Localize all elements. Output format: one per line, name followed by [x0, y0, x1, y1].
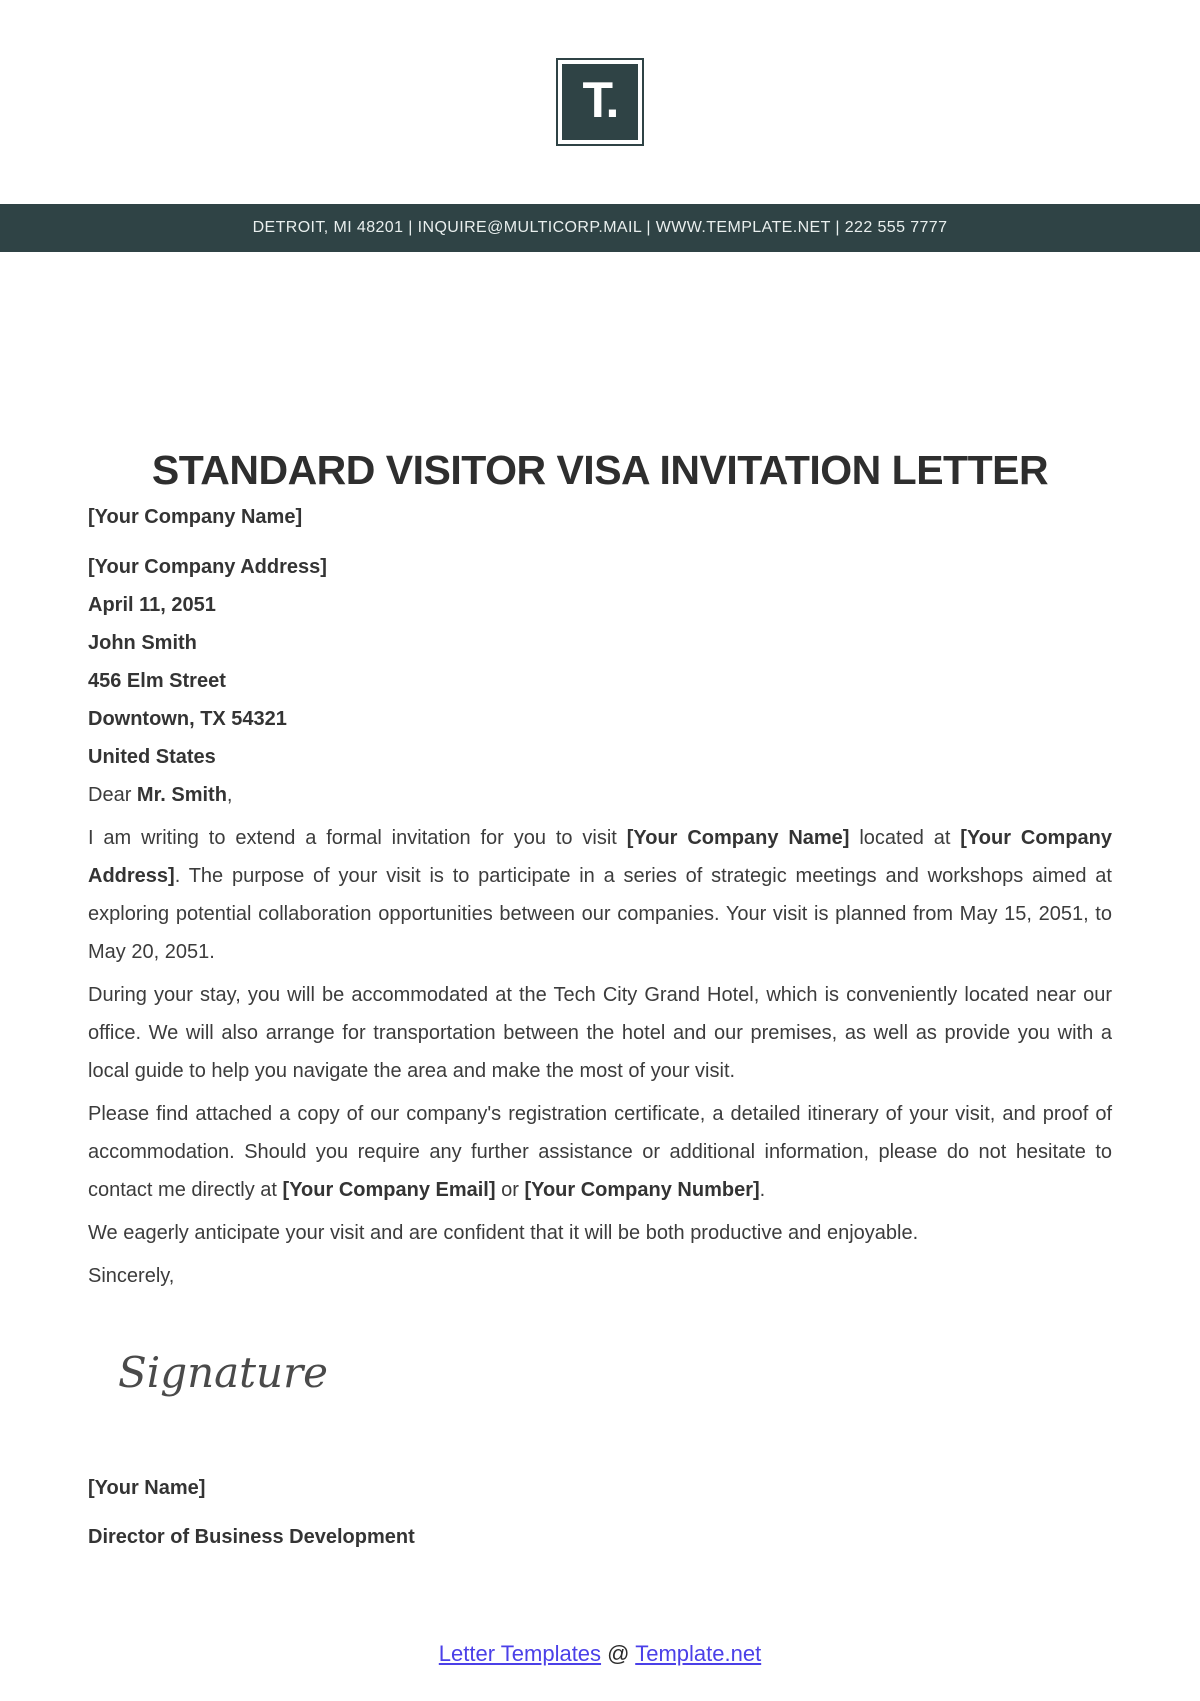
template-brand-logo — [556, 58, 644, 146]
recipient-name: John Smith — [88, 632, 197, 654]
recipient-city: Downtown, TX 54321 — [88, 708, 287, 730]
contact-bar-text: DETROIT, MI 48201 | INQUIRE@MULTICORP.MAIL | WWW.TEMPLATE.NET | 222 555 7777 — [252, 219, 948, 236]
signature-script: Signature — [118, 1348, 329, 1397]
letter-content — [88, 448, 1112, 1556]
paragraph-text: During your stay, you will be accommodated at the Tech City Grand Hotel, which is conveniently located near our office. We will also arrange for transportation between the hotel and our premises, as well as provide you with a local guide to help you navigate the area and make the most of your visit. — [88, 984, 1112, 1082]
letter-body — [88, 776, 1112, 1295]
sender-title: Director of Business Development — [88, 1526, 415, 1548]
letter-paragraph — [88, 1257, 1112, 1295]
letter-paragraph — [88, 976, 1112, 1090]
paragraph-text: Sincerely, — [88, 1265, 175, 1287]
paragraph-text: We eagerly anticipate your visit and are confident that it will be both productive and enjoyable. — [88, 1222, 919, 1244]
paragraph-text: Dear — [88, 784, 137, 806]
paragraph-text: I am writing to extend a formal invitation for you to visit — [88, 827, 627, 849]
placeholder-bold-text: Mr. Smith — [136, 784, 227, 806]
letter-paragraph — [88, 776, 1112, 814]
company-address: [Your Company Address] — [88, 556, 327, 578]
recipient-street: 456 Elm Street — [88, 670, 226, 692]
paragraph-text: . The purpose of your visit is to participate in a series of strategic meetings and workshops aimed at exploring potential collaboration opportunities between our companies. Your visit is planned from May 15, 2051, to May 20, 2051. — [88, 865, 1112, 963]
letter-paragraph — [88, 1095, 1112, 1209]
paragraph-text: , — [226, 784, 233, 806]
letter-paragraph — [88, 1214, 1112, 1252]
contact-bar — [0, 204, 1200, 252]
logo-letter-icon: T. — [562, 64, 638, 140]
logo-container — [0, 0, 1200, 146]
paragraph-text: . — [759, 1179, 766, 1201]
letter-date: April 11, 2051 — [88, 594, 216, 616]
paragraph-text: or — [495, 1179, 525, 1201]
footer-link-template-net[interactable]: Template.net — [635, 1641, 762, 1666]
paragraph-text: Please find attached a copy of our company's registration certificate, a detailed itinerary of your visit, and proof of accommodation. Should you require any further assistance or additional information, please do not hesitate to contact me directly at — [88, 1103, 1112, 1201]
placeholder-bold-text: [Your Company Name] — [626, 827, 850, 849]
paragraph-text: located at — [849, 827, 961, 849]
sender-name: [Your Name] — [88, 1477, 206, 1499]
company-name: [Your Company Name] — [88, 506, 303, 528]
letter-paragraph — [88, 819, 1112, 971]
recipient-country: United States — [88, 746, 216, 768]
placeholder-bold-text: [Your Company Email] — [282, 1179, 496, 1201]
placeholder-bold-text: [Your Company Address] — [88, 827, 1113, 887]
footer-link-letter-templates[interactable]: Letter Templates — [438, 1641, 602, 1666]
letter-title: STANDARD VISITOR VISA INVITATION LETTER — [151, 447, 1049, 493]
footer-separator: @ — [601, 1641, 636, 1666]
footer — [0, 1641, 1200, 1667]
placeholder-bold-text: [Your Company Number] — [524, 1179, 760, 1201]
